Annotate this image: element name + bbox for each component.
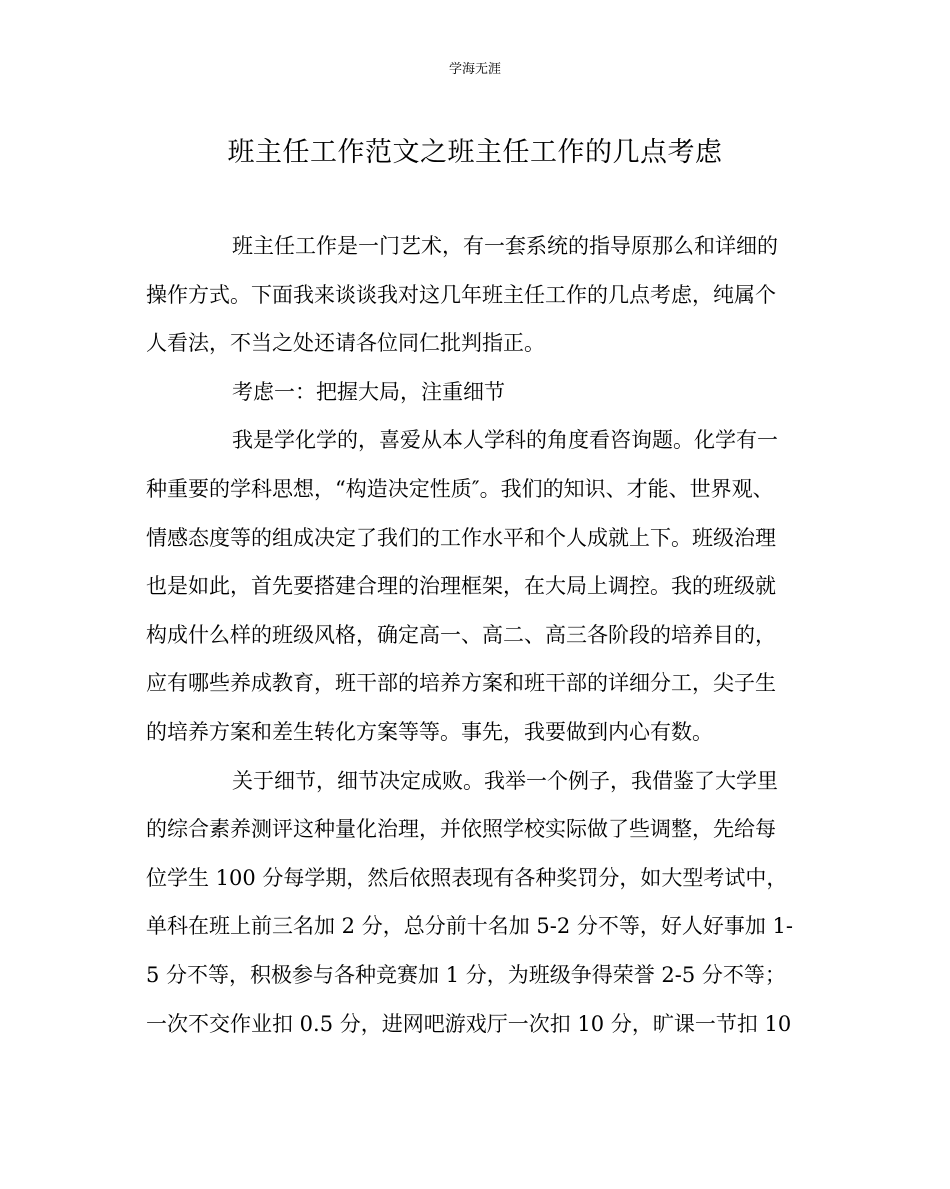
text-line: 构成什么样的班级风格，确定高一、高二、高三各阶段的培养目的， <box>146 622 776 647</box>
text-line: 位学生 100 分每学期，然后依照表现有各种奖罚分，如大型考试中， <box>146 865 788 890</box>
text-line: 人看法，不当之处还请各位同仁批判指正。 <box>146 331 545 356</box>
text-line: 我是学化学的，喜爱从本人学科的角度看咨询题。化学有一 <box>232 428 778 453</box>
text-line: 操作方式。下面我来谈谈我对这几年班主任工作的几点考虑，纯属个 <box>146 282 776 307</box>
text-line: 也是如此，首先要搭建合理的治理框架，在大局上调控。我的班级就 <box>146 574 776 599</box>
text-line: 种重要的学科思想，“构造决定性质″。我们的知识、才能、世界观、 <box>146 476 774 501</box>
text-line: 单科在班上前三名加 2 分，总分前十名加 5-2 分不等，好人好事加 1- <box>146 914 794 939</box>
document-body <box>146 222 804 1048</box>
text-line: 一次不交作业扣 0.5 分，进网吧游戏厅一次扣 10 分，旷课一节扣 10 <box>146 1011 792 1036</box>
text-line: 的综合素养测评这种量化治理，并依照学校实际做了些调整，先给每 <box>146 817 776 842</box>
text-line: 情感态度等的组成决定了我们的工作水平和个人成就上下。班级治理 <box>146 525 776 550</box>
text-line: 5 分不等，积极参与各种竞赛加 1 分，为班级争得荣誉 2-5 分不等； <box>146 962 786 987</box>
text-line: 的培养方案和差生转化方案等等。事先，我要做到内心有数。 <box>146 719 713 744</box>
text-line: 应有哪些养成教育，班干部的培养方案和班干部的详细分工，尖子生 <box>146 671 776 696</box>
document-title: 班主任工作范文之班主任工作的几点考虑 <box>227 137 723 168</box>
text-line: 考虑一：把握大局，注重细节 <box>232 379 505 404</box>
text-line: 关于细节，细节决定成败。我举一个例子，我借鉴了大学里 <box>232 768 778 793</box>
page-header: 学海无涯 <box>448 62 501 77</box>
text-line: 班主任工作是一门艺术，有一套系统的指导原那么和详细的 <box>232 234 778 258</box>
